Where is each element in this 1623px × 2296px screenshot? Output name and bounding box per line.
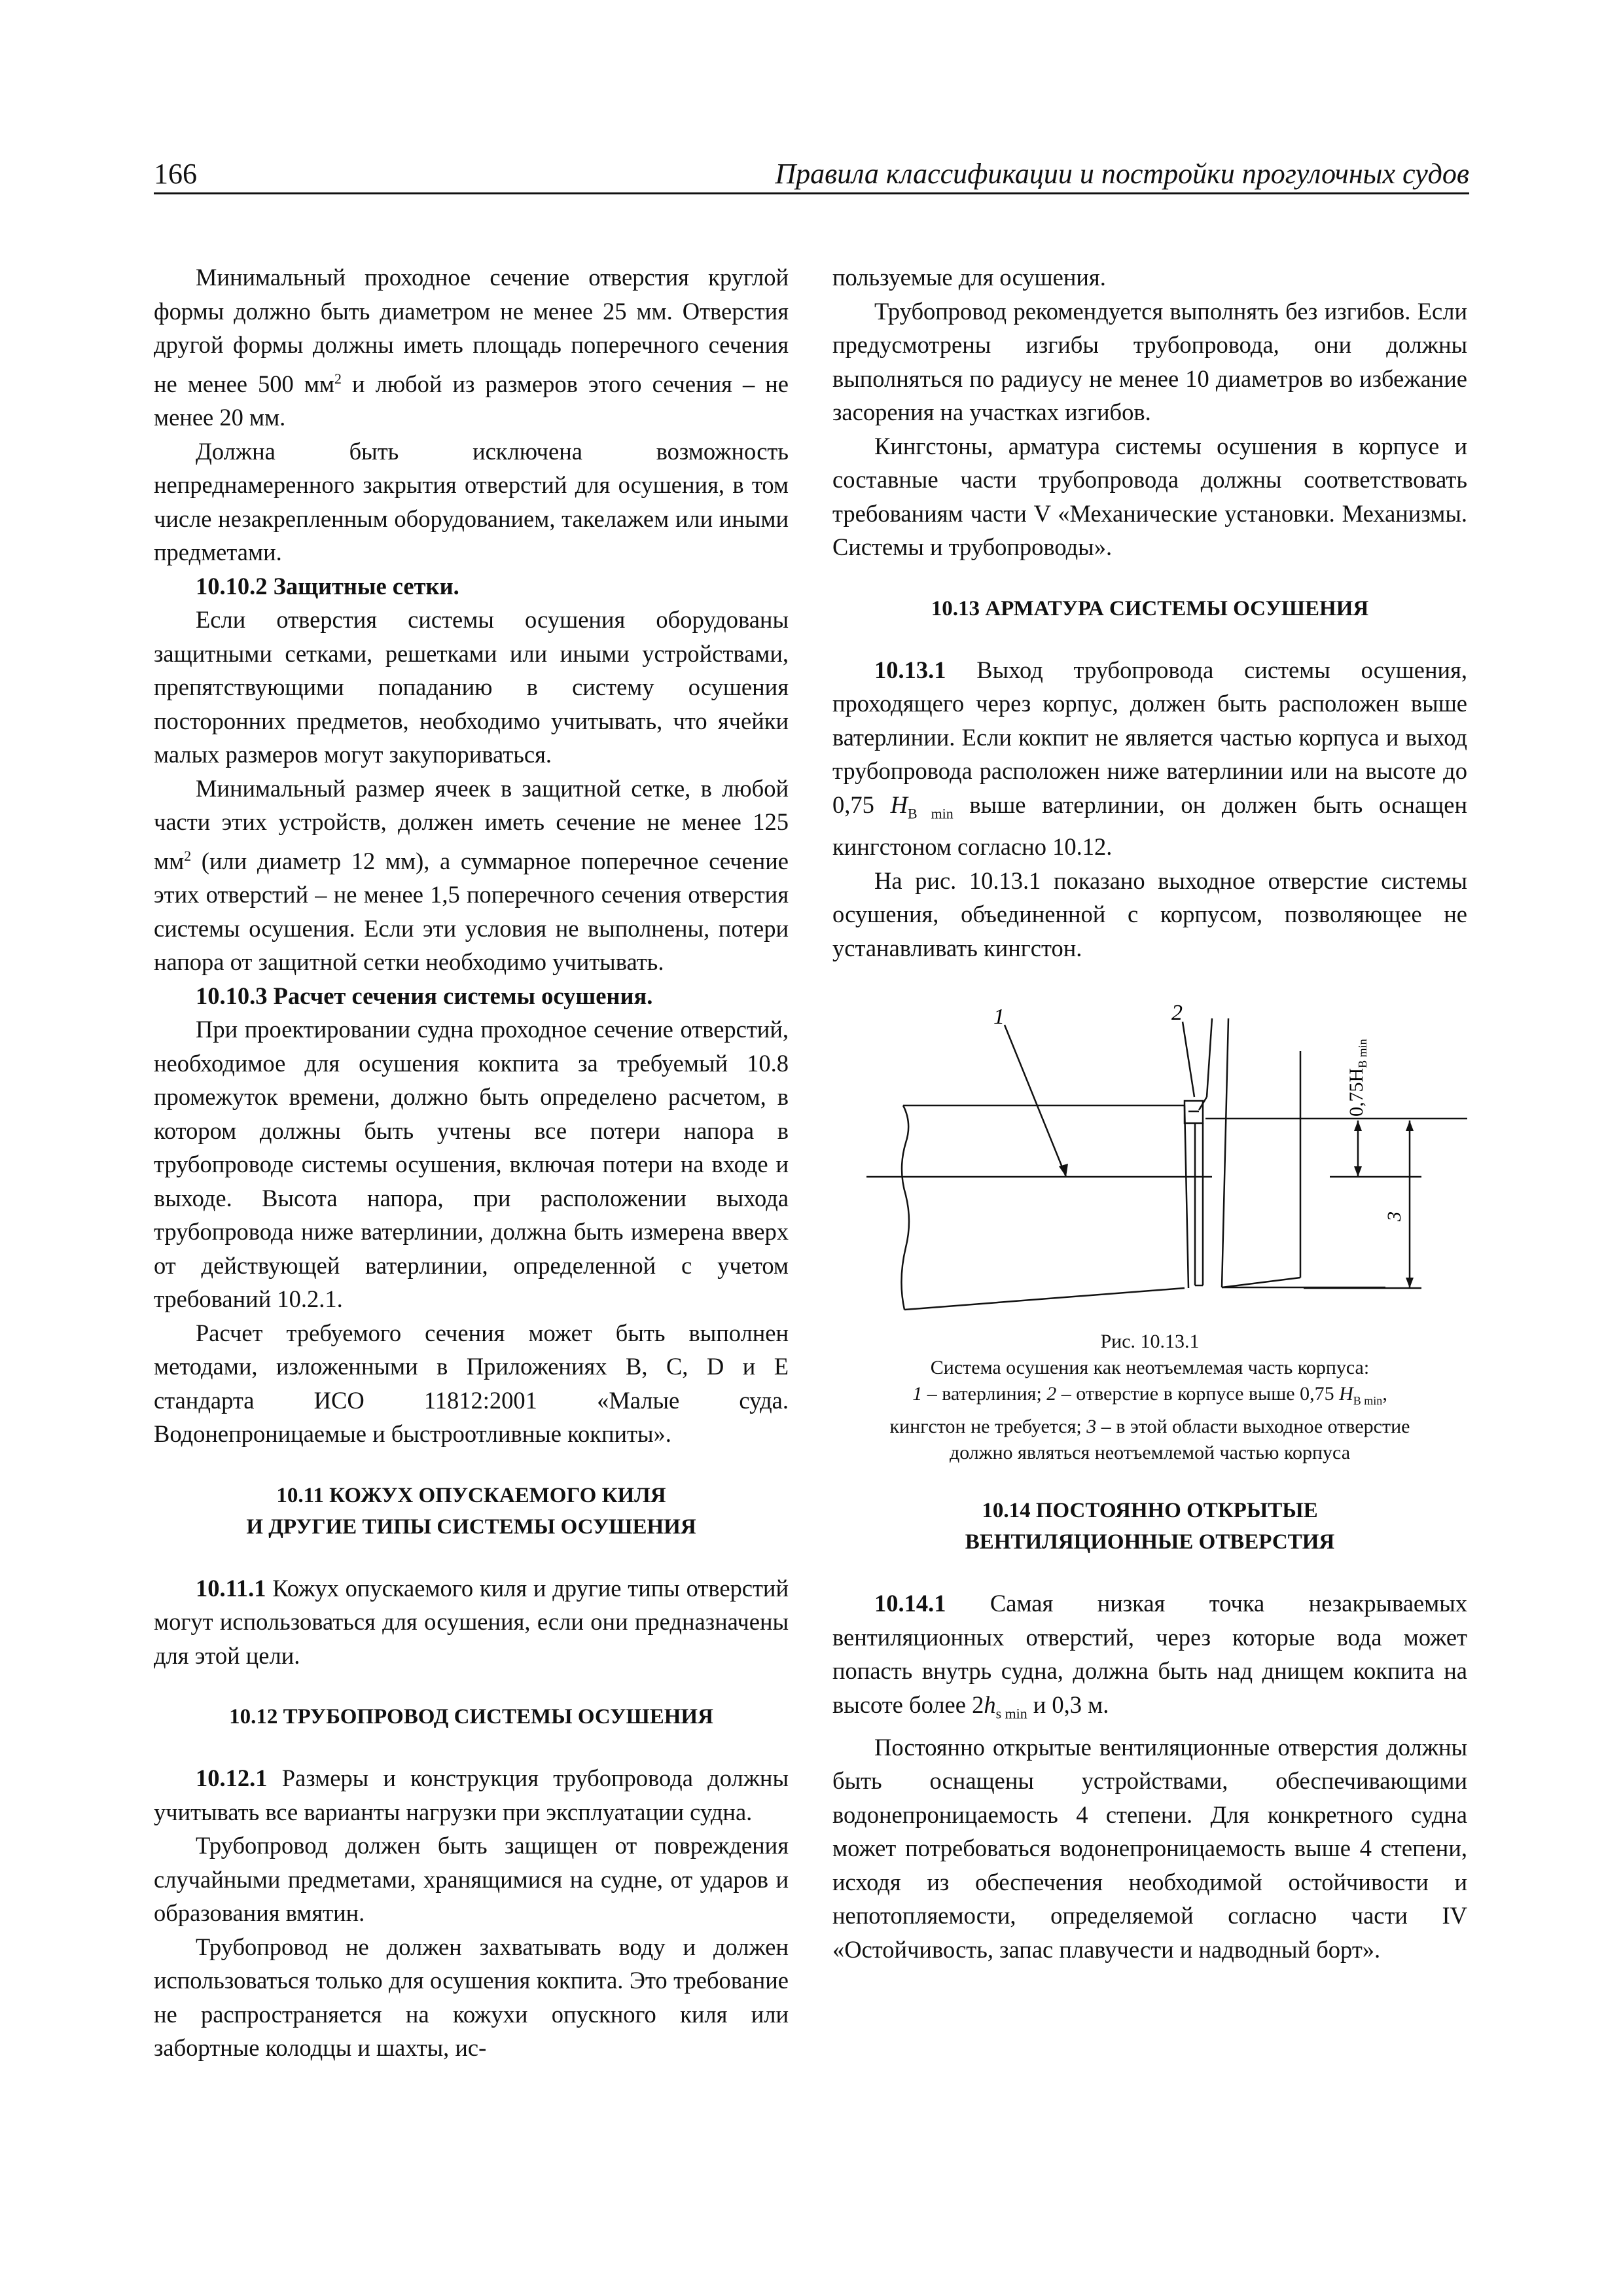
paragraph: Трубопровод должен быть защищен от повреждения случайными предметами, хранящимися на судне, от ударов и образования вмятин.	[154, 1832, 789, 1927]
paragraph: Постоянно открытые вентиляционные отверстия должны быть оснащены устройствами, обеспечивающими водонепроницаемость 4 степени. Для конкретного судна может потребоваться водонепроницаемость выше 4 степени, исходя из обеспечения необходимой остойчивости и непотопляемости, определяемой согласно части IV «Остойчивость, запас плавучести и надводный борт».	[832, 1733, 1467, 1963]
paragraph: Минимальный проходное сечение отверстия круглой формы должно быть диаметром не менее 25 мм. Отверстия другой формы должны иметь площадь поперечного сечения не менее 500 $мм^2$ и любой из размеров этого сечения – не менее 20 мм.	[154, 264, 789, 431]
page-number: 166	[154, 158, 197, 190]
section-heading-10-13: 10.13 АРМАТУРА СИСТЕМЫ ОСУШЕНИЯ	[931, 596, 1369, 620]
figure-label-3: 3	[1383, 1211, 1405, 1222]
hull-left-edge	[901, 1105, 909, 1310]
figure-label-1: 1	[993, 1005, 1005, 1030]
leader-line-1	[1005, 1025, 1066, 1177]
paragraph: 10.13.1 Выход трубопровода системы осушения, проходящего через корпус, должен быть расположен выше ватерлинии. Если кокпит не является частью корпуса и выход трубопровода расположен ниже ватерлинии или на высоте до 0,75 $H_{B min}$ выше ватерлинии, он должен быть оснащен кингстоном согласно 10.12.	[832, 656, 1467, 861]
figure-dim-label: $0,75H_{B min}$	[1346, 1039, 1369, 1117]
figure-caption: Рис. 10.13.1 Система осушения как неотъемлемая часть корпуса: 1 – ватерлиния; 2 – отверстие в корпусе выше 0,75 $H_{B min}$, кингстон не требуется; 3 – в этой области выходное отверстие должно являться неотъемлемой частью корпуса	[889, 1331, 1410, 1464]
paragraph: Расчет требуемого сечения может быть выполнен методами, изложенными в Приложениях B, C, D и E стандарта ИСО 11812:2001 «Малые суда. Водонепроницаемые и быстроотливные кокпиты».	[154, 1319, 789, 1448]
page-header	[154, 154, 1469, 194]
paragraph: Трубопровод рекомендуется выполнять без изгибов. Если предусмотрены изгибы трубопровода, они должны выполняться по радиусу не менее 10 диаметров во избежание засорения на участках изгибов.	[832, 297, 1467, 425]
cockpit-bottom	[1222, 1278, 1300, 1287]
paragraph: Если отверстия системы осушения оборудованы защитными сетками, решетками или иными устройствами, препятствующими попаданию в систему осушения посторонних предметов, необходимо учитывать, что ячейки малых размеров могут закупориваться.	[154, 606, 789, 768]
left-column	[154, 260, 789, 2065]
figure-label-2: 2	[1171, 1001, 1183, 1026]
paragraph: Минимальный размер ячеек в защитной сетке, в любой части этих устройств, должен иметь сечение не менее 125 $мм^2$ (или диаметр 12 мм), а суммарное поперечное сечение этих отверстий – не менее 1,5 поперечного сечения отверстия системы осушения. Если эти условия не выполнены, потери напора от защитной сетки необходимо учитывать.	[154, 774, 789, 976]
right-column	[832, 260, 1467, 1966]
section-heading-10-14: 10.14 ПОСТОЯННО ОТКРЫТЫЕ ВЕНТИЛЯЦИОННЫЕ ОТВЕРСТИЯ	[965, 1499, 1335, 1554]
figure-10-13-1	[832, 992, 1467, 1326]
paragraph: 10.12.1 Размеры и конструкция трубопровода должны учитывать все варианты нагрузки при эксплуатации судна.	[154, 1765, 789, 1825]
paragraph: 10.11.1 Кожух опускаемого киля и другие типы отверстий могут использоваться для осушения, если они предназначены для этой цели.	[154, 1574, 789, 1669]
running-title: Правила классификации и постройки прогулочных судов	[775, 158, 1469, 190]
paragraph: Трубопровод не должен захватывать воду и должен использоваться только для осушения кокпита. Это требование не распространяется на кожухи опускного киля или забортные колодцы и шахты, ис-	[154, 1933, 789, 2062]
hull-bottom-line	[904, 1288, 1185, 1310]
paragraph: Кингстоны, арматура системы осушения в корпусе и составные части трубопровода должны соответствовать требованиям части V «Механические установки. Механизмы. Системы и трубопроводы».	[832, 432, 1467, 560]
drainage-diagram	[832, 992, 1467, 1326]
paragraph: 10.14.1 Самая низкая точка незакрываемых вентиляционных отверстий, через которые вода может попасть внутрь судна, должна быть над днищем кокпита на высоте более $2h_{s min}$ и 0,3 м.	[832, 1590, 1467, 1722]
section-heading-10-10-2: 10.10.2 Защитные сетки.	[196, 572, 459, 600]
paragraph: пользуемые для осушения.	[832, 264, 1106, 291]
section-heading-10-10-3: 10.10.3 Расчет сечения системы осушения.	[196, 982, 653, 1009]
section-heading-10-12: 10.12 ТРУБОПРОВОД СИСТЕМЫ ОСУШЕНИЯ	[229, 1705, 713, 1729]
hull-side-line	[1185, 1105, 1188, 1288]
paragraph: На рис. 10.13.1 показано выходное отверстие системы осушения, объединенной с корпусом, позволяющее не устанавливать кингстон.	[832, 867, 1467, 961]
section-heading-10-11: 10.11 КОЖУХ ОПУСКАЕМОГО КИЛЯ И ДРУГИЕ ТИПЫ СИСТЕМЫ ОСУШЕНИЯ	[246, 1483, 696, 1539]
paragraph: Должна быть исключена возможность непреднамеренного закрытия отверстий для осушения, в том числе незакрепленным оборудованием, такелажем или иными предметами.	[154, 437, 789, 566]
paragraph: При проектировании судна проходное сечение отверстий, необходимое для осушения кокпита за требуемый 10.8 промежуток времени, должно быть определено расчетом, в котором должны быть учтены все потери напора в трубопроводе системы осушения, включая потери на входе и выходе. Высота напора, при расположении выхода трубопровода ниже ватерлинии, должна быть измерена вверх от действующей ватерлинии, определенной с учетом требований 10.2.1.	[154, 1016, 789, 1313]
cockpit-wall-left	[1207, 1018, 1212, 1097]
leader-line-2	[1183, 1022, 1194, 1097]
